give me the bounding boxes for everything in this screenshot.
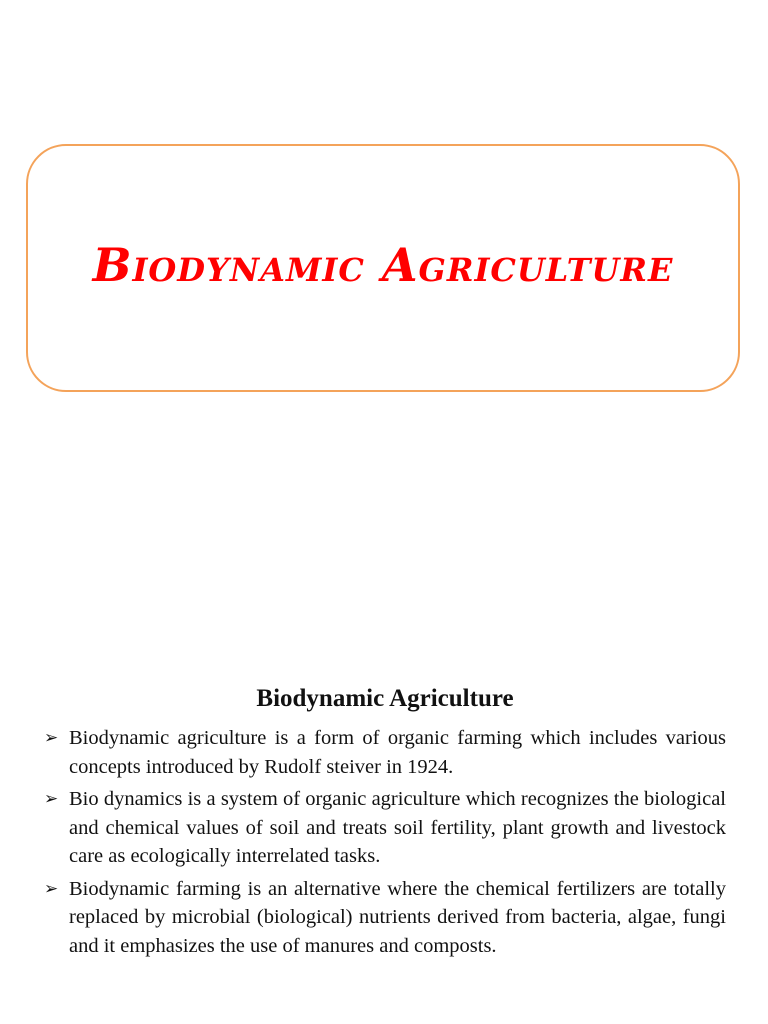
- arrow-bullet-icon: ➢: [44, 728, 59, 747]
- content-heading: Biodynamic Agriculture: [256, 685, 514, 712]
- bullet-item: [44, 785, 726, 871]
- arrow-bullet-icon: ➢: [44, 789, 59, 808]
- content-section: [44, 683, 726, 964]
- bullet-item: [44, 875, 726, 961]
- arrow-bullet-icon: ➢: [44, 878, 59, 898]
- bullet-text: Biodynamic agriculture is a form of organic farming which includes various concepts introduced by Rudolf steiver in 1924.: [69, 727, 726, 778]
- slide-title: Biodynamic Agriculture: [92, 238, 674, 292]
- title-box: [26, 144, 740, 392]
- bullet-item: [44, 724, 726, 781]
- bullet-text: Biodynamic farming is an alternative where the chemical fertilizers are totally replaced by microbial (biological) nutrients derived from bacteria, algae, fungi and it emphasizes the use of manures and composts.: [69, 877, 726, 957]
- bullet-text: Bio dynamics is a system of organic agriculture which recognizes the biological and chemical values of soil and treats soil fertility, plant growth and livestock care as ecologically interrelated tasks.: [69, 788, 726, 867]
